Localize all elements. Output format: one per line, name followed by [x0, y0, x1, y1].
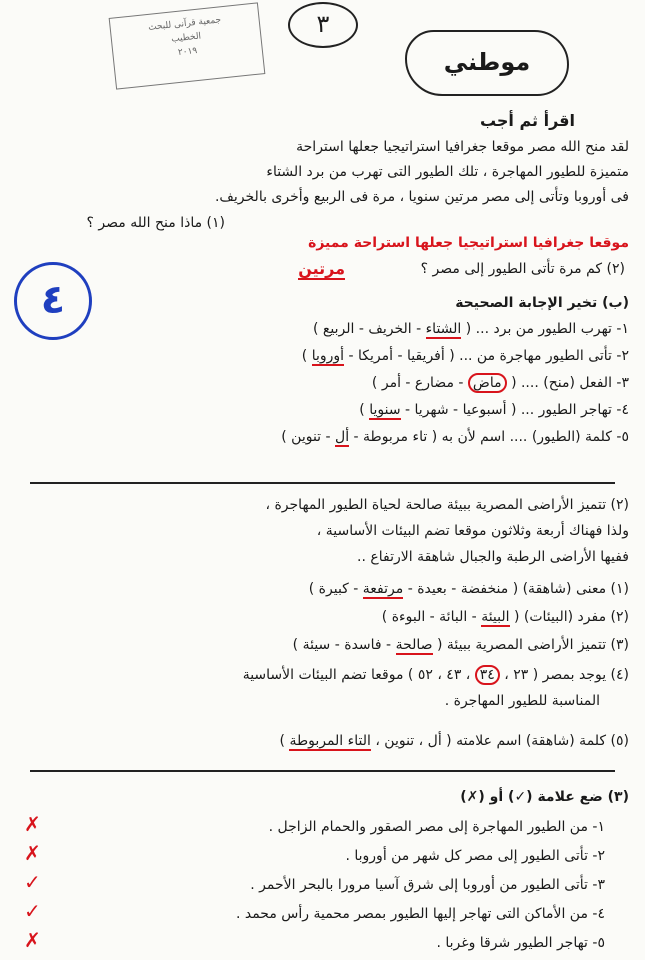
choice-option: تاء مربوطة: [363, 429, 428, 445]
q2-option-correct: التاء المربوطة: [289, 733, 371, 749]
choice-stem: ٤- تهاجر الطيور ... (: [510, 402, 629, 418]
q1-passage-line: متميزة للطيور المهاجرة ، تلك الطيور التى تهرب من برد الشتاء: [266, 164, 629, 180]
choice-row: ٢- تأتى الطيور مهاجرة من ... ( أفريقيا - أمريكا - أوروبا ): [301, 348, 629, 364]
q2-passage-line: ولذا فهناك أربعة وثلاثون موقعا تضم البيئات الأساسية ،: [316, 523, 629, 539]
q2-option: سيئة: [302, 637, 331, 653]
q2-option-correct: مرتفعة: [362, 581, 404, 597]
q1-passage-line: فى أوروبا وتأتى إلى مصر مرتين سنويا ، مرة فى الربيع وأخرى بالخريف.: [214, 189, 629, 205]
q3-statement: ٥- تهاجر الطيور شرقا وغربا .: [436, 935, 605, 951]
q3-statement: ٤- من الأماكن التى تهاجر إليها الطيور بمصر محمية رأس محمد .: [235, 906, 605, 922]
q2-option: ٥٢: [417, 667, 433, 683]
q2-item: (٣) تتميز الأراضى المصرية ببيئة ( صالحة - فاسدة - سيئة ): [292, 637, 629, 653]
q2-stem: (٥) كلمة (شاهقة) اسم علامته (: [446, 733, 629, 749]
q2-option-correct: صالحة: [395, 637, 433, 653]
choice-option: أسبوعيا: [462, 402, 507, 418]
choice-option: مضارع: [414, 375, 454, 391]
q1-answer-a: موقعا جغرافيا استراتيجيا جعلها استراحة مميزة: [308, 235, 629, 251]
q2-option: منخفضة: [460, 581, 509, 597]
q2-option: كبيرة: [318, 581, 349, 597]
choice-stem: ١- تهرب الطيور من برد ... (: [465, 321, 629, 337]
q2-option: تنوين: [384, 733, 415, 749]
choice-stem: ٣- الفعل (منح) .... (: [511, 375, 629, 391]
score-badge: ٤: [14, 262, 92, 340]
choice-option-correct: أوروبا: [311, 348, 345, 364]
choice-row: ٤- تهاجر الطيور ... ( أسبوعيا - شهريا - سنويا ): [359, 402, 629, 418]
stamp-line: جمعية قرآنى للبحث: [147, 15, 222, 33]
page-number: ٣: [288, 2, 358, 48]
q2-item: (١) معنى (شاهقة) ( منخفضة - بعيدة - مرتفعة - كبيرة ): [308, 581, 629, 597]
q1-answer-b: [298, 258, 345, 280]
q3-mark: ✗: [24, 841, 41, 865]
page-title: موطني: [405, 30, 569, 96]
q2-stem: (٤) يوجد بمصر (: [532, 667, 629, 683]
q1-heading: اقرأ ثم أجب: [479, 111, 575, 130]
choice-stem: ٥- كلمة (الطيور) .... اسم لأن به (: [431, 429, 629, 445]
choice-option: أمريكا: [358, 348, 394, 364]
choice-option: تنوين: [291, 429, 322, 445]
q2-option: فاسدة: [344, 637, 382, 653]
choice-option-correct: ماض: [468, 373, 507, 393]
choice-option: أمر: [381, 375, 401, 391]
q3-heading: (٣) ضع علامة (✓) أو (✗): [460, 789, 629, 805]
q3-mark: ✗: [24, 928, 41, 952]
choice-option: الخريف: [368, 321, 412, 337]
q2-option: أل: [427, 733, 442, 749]
stamp: [109, 2, 266, 89]
q2-item: (٥) كلمة (شاهقة) اسم علامته ( أل ، تنوين ، التاء المربوطة ): [279, 733, 629, 749]
q1-question-b: (٢) كم مرة تأتى الطيور إلى مصر ؟: [420, 261, 625, 277]
q3-statement: ١- من الطيور المهاجرة إلى مصر الصقور والحمام الزاجل .: [268, 819, 605, 835]
stamp-line: ٢٠١٩: [177, 45, 198, 58]
choice-option: شهريا: [414, 402, 449, 418]
q2-item-line2: المناسبة للطيور المهاجرة .: [444, 693, 600, 709]
q2-option: بعيدة: [417, 581, 447, 597]
q2-item: (٤) يوجد بمصر ( ٢٣ ، ٣٤ ، ٤٣ ، ٥٢ ) موقعا تضم البيئات الأساسية: [242, 667, 629, 683]
q2-option: البائة: [439, 609, 468, 625]
choice-row: ١- تهرب الطيور من برد ... ( الشتاء - الخريف - الربيع ): [313, 321, 629, 337]
choice-row: ٥- كلمة (الطيور) .... اسم لأن به ( تاء مربوطة - أل - تنوين ): [281, 429, 629, 445]
q3-mark: ✗: [24, 812, 41, 836]
q2-option: ٢٣: [513, 667, 529, 683]
choice-row: ٣- الفعل (منح) .... ( ماض - مضارع - أمر ): [371, 375, 629, 391]
choose-heading: (ب) تخير الإجابة الصحيحة: [455, 295, 629, 311]
q2-tail: ) موقعا تضم البيئات الأساسية: [242, 667, 414, 683]
divider: [30, 482, 615, 484]
q3-mark: ✓: [24, 870, 41, 894]
q2-stem: (٣) تتميز الأراضى المصرية ببيئة (: [436, 637, 629, 653]
q2-option: ٤٣: [446, 667, 462, 683]
q3-statement: ٢- تأتى الطيور إلى مصر كل شهر من أوروبا .: [345, 848, 605, 864]
q3-statement: ٣- تأتى الطيور من أوروبا إلى شرق آسيا مرورا بالبحر الأحمر .: [250, 877, 605, 893]
q2-stem: (١) معنى (شاهقة) (: [512, 581, 629, 597]
q1-passage-line: لقد منح الله مصر موقعا جغرافيا استراتيجيا جعلها استراحة: [296, 139, 629, 155]
q3-mark: ✓: [24, 899, 41, 923]
q1-question-a: (١) ماذا منح الله مصر ؟: [86, 215, 225, 231]
q2-stem: (٢) مفرد (البيئات) (: [513, 609, 629, 625]
q2-option: البوءة: [391, 609, 426, 625]
choice-option-correct: الشتاء: [425, 321, 462, 337]
choice-stem: ٢- تأتى الطيور مهاجرة من ... (: [449, 348, 629, 364]
q2-item: (٢) مفرد (البيئات) ( البيئة - البائة - البوءة ): [381, 609, 629, 625]
stamp-line: الخطيب: [170, 31, 202, 45]
q2-option-correct: البيئة: [481, 609, 510, 625]
q2-passage-line: ففيها الأراضى الرطبة والجبال شاهقة الارتفاع ..: [357, 549, 629, 565]
choice-option-correct: سنويا: [369, 402, 401, 418]
choice-option-correct: أل: [335, 429, 350, 445]
q2-option-correct: ٣٤: [475, 665, 500, 685]
choice-option: أفريقيا: [406, 348, 445, 364]
choice-option: الربيع: [322, 321, 355, 337]
divider: [30, 770, 615, 772]
answer-text: مرتين: [298, 259, 345, 278]
q2-passage-line: (٢) تتميز الأراضى المصرية ببيئة صالحة لحياة الطيور المهاجرة ،: [265, 497, 629, 513]
